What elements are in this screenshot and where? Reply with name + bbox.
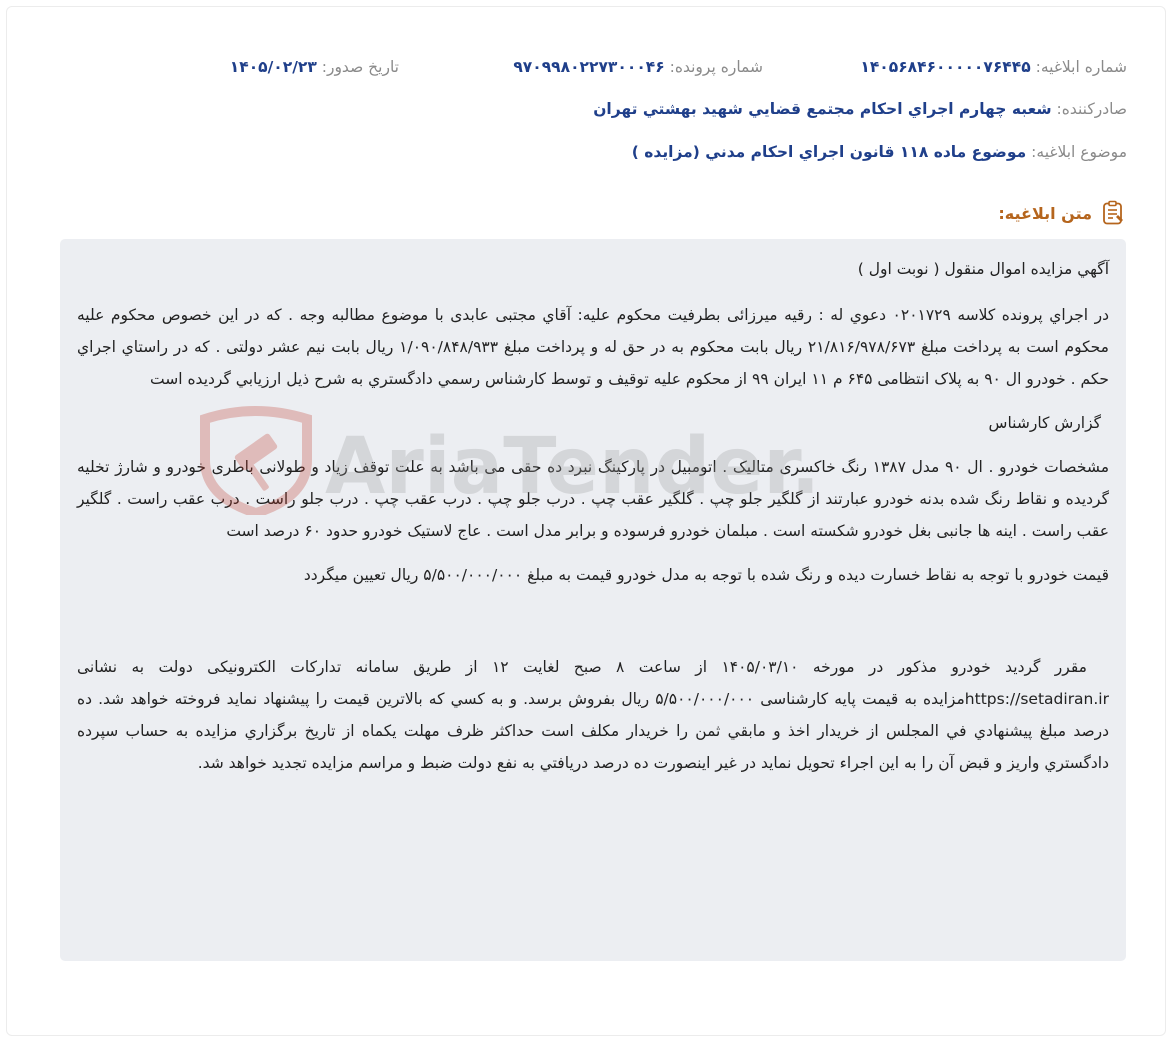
watermark-text: AriaTender [325, 422, 791, 512]
issuer-value: شعبه چهارم اجراي احکام مجتمع قضايي شهيد بهشتي تهران [593, 100, 1052, 118]
expert-report-heading: گزارش کارشناس [988, 414, 1101, 432]
spacer [77, 603, 1109, 651]
case-number-value: ۹۷۰۹۹۸۰۲۲۷۳۰۰۰۴۶ [513, 58, 665, 76]
notice-subject [632, 143, 1127, 161]
notice-text-heading [998, 200, 1126, 226]
notice-body [60, 239, 1126, 961]
vehicle-price-paragraph: قيمت خودرو با توجه به نقاط خسارت ديده و رنگ شده با توجه به مدل خودرو قيمت به مبلغ ۵/۵۰۰/۰۰۰/۰۰۰ ريال تعيين ميگردد [303, 566, 1109, 584]
notice-number-label: شماره ابلاغيه: [1035, 58, 1127, 76]
subject-label: موضوع ابلاغيه: [1031, 143, 1127, 161]
section-title: متن ابلاغيه: [998, 203, 1092, 223]
issue-date-label: تاريخ صدور: [321, 58, 399, 76]
vehicle-specs-paragraph: مشخصات خودرو . ال ۹۰ مدل ۱۳۸۷ رنگ خاکسرى متاليک . اتومبيل در پارکينگ نبرد ده حقى مى باشد به علت توقف زياد و طولانى باطرى خودرو و شارژ تخليه گرديده و نقاط رنگ شده بدنه خودرو عبارتند از گلگير جلو چپ . گلگير عقب چپ . درب جلو چپ . درب عقب چپ . درب جلو راست . درب عقب راست . گلگير عقب راست . اينه ها جانبى بغل خودرو شکسته است . مبلمان خودرو فرسوده و برابر مدل است . عاج لاستيک خودرو حدود ۶۰ درصد است [77, 458, 1109, 540]
case-number-label: شماره پرونده: [669, 58, 763, 76]
issuer-label: صادرکننده: [1056, 100, 1127, 118]
auction-title: آگهي مزايده اموال منقول ( نوبت اول ) [857, 260, 1109, 278]
auction-terms-paragraph: مقرر گرديد خودرو مذکور در مورخه ۱۴۰۵/۰۳/۱۰ از ساعت ۸ صبح لغايت ۱۲ از طريق سامانه تداركات الكترونيكى دولت به نشانى https://setadiran.irمزايده به قيمت پايه کارشناسى ۵/۵۰۰/۰۰۰/۰۰۰ ريال بفروش برسد. و به کسي که بالاترين قيمت را پيشنهاد نمايد فروخته خواهد شد. ده درصد مبلغ پيشنهادي في المجلس از خريدار اخذ و مابقي ثمن را خريدار مکلف است حداکثر ظرف مهلت يکماه از تاريخ برگزاري مزايده به حساب سپرده دادگستري واريز و قبض آن را به اين اجراء تحويل نمايد در غير اينصورت ده درصد دريافتي به نفع دولت ضبط و مراسم مزايده تجديد خواهد شد. [77, 658, 1109, 772]
case-number [513, 58, 763, 76]
subject-value: موضوع ماده ۱۱۸ قانون اجراي احکام مدني (مزايده ) [631, 143, 1027, 161]
issuer [593, 100, 1127, 118]
issue-date [230, 58, 399, 76]
issue-date-value: ۱۴۰۵/۰۲/۲۳ [229, 58, 317, 76]
case-details-paragraph: در اجراي پرونده کلاسه ۰۲۰۱۷۲۹ دعوي له : رقيه ميرزائى بطرفيت محکوم عليه: آقاي مجتبى عابدى با موضوع مطالبه وجه . که در اين خصوص محکوم عليه محکوم است به پرداخت مبلغ ۲۱/۸۱۶/۹۷۸/۶۷۳ ريال بابت محکوم به در حق له و پرداخت مبلغ ۱/۰۹۰/۸۴۸/۹۳۳ ريال بابت نيم عشر دولتى . که در راستاي اجراي حکم . خودرو ال ۹۰ به پلاک انتظامى ۶۴۵ م ۱۱ ايران ۹۹ از محکوم عليه توقيف و توسط کارشناس رسمي دادگستري به شرح ذيل ارزيابي گرديده است [77, 306, 1109, 388]
document-list-icon [1100, 200, 1126, 226]
notice-number [860, 58, 1127, 76]
notice-number-value: ۱۴۰۵۶۸۴۶۰۰۰۰۰۷۶۴۴۵ [860, 58, 1031, 76]
